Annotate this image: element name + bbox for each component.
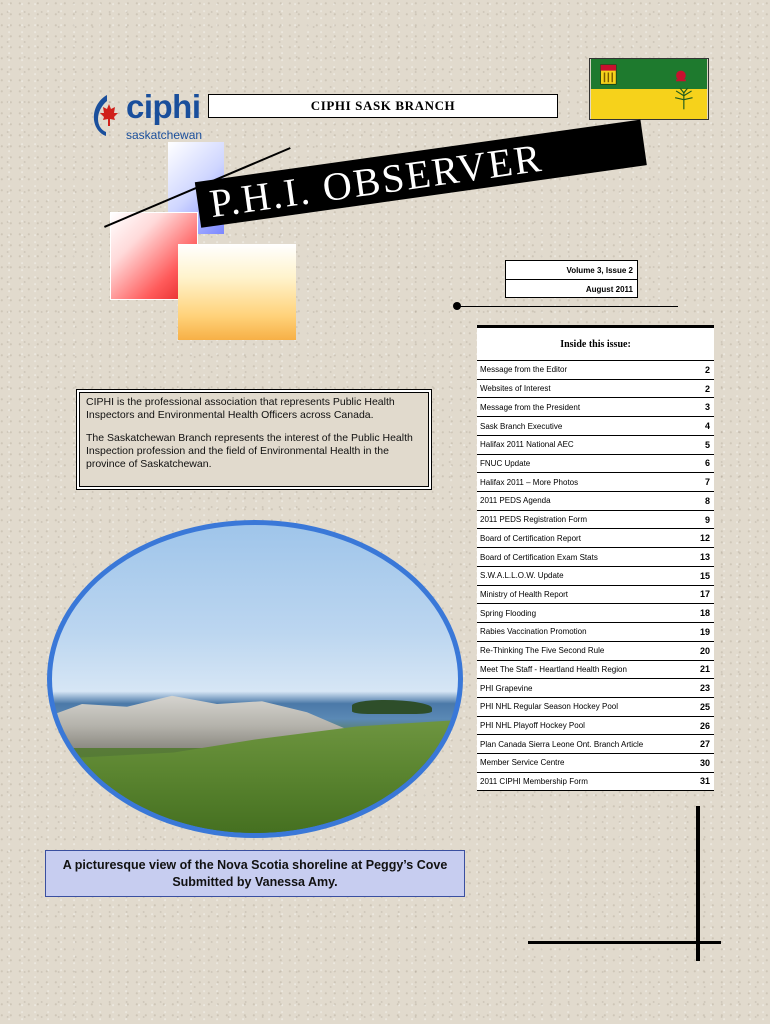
newsletter-title: P.H.I. OBSERVER xyxy=(206,134,546,226)
toc-row xyxy=(477,416,714,435)
toc-row xyxy=(477,585,714,604)
toc-row xyxy=(477,510,714,529)
toc-row xyxy=(477,772,714,791)
saskatchewan-flag xyxy=(589,58,709,120)
toc-item-page: 3 xyxy=(704,402,710,413)
shoreline-photo xyxy=(47,520,463,838)
toc-row xyxy=(477,603,714,622)
toc-item-page: 2 xyxy=(704,383,710,394)
about-paragraph: CIPHI is the professional association that represents Public Health Inspectors and Environmental Health Officers across Canada. xyxy=(86,396,395,421)
rule-line xyxy=(460,306,678,307)
toc-item-title: Board of Certification Exam Stats xyxy=(480,552,598,562)
toc-row xyxy=(477,435,714,454)
toc-row xyxy=(477,734,714,753)
toc-row xyxy=(477,566,714,585)
toc-item-page: 2 xyxy=(704,364,710,375)
toc-row xyxy=(477,491,714,510)
toc-item-title: 2011 PEDS Registration Form xyxy=(480,515,588,525)
toc-item-page: 27 xyxy=(699,739,710,750)
toc-item-title: Meet The Staff - Heartland Health Region xyxy=(480,664,627,674)
decor-yellow-square xyxy=(178,244,296,340)
logo-text: ciphi xyxy=(126,88,201,125)
toc-item-page: 17 xyxy=(699,589,710,600)
toc-row xyxy=(477,472,714,491)
toc-item-title: 2011 CIPHI Membership Form xyxy=(480,776,588,786)
toc-row xyxy=(477,697,714,716)
toc-item-title: Board of Certification Report xyxy=(480,533,581,543)
branch-header: CIPHI SASK BRANCH xyxy=(208,94,558,118)
photo-island xyxy=(352,700,432,714)
volume-label: Volume 3, Issue 2 xyxy=(566,265,633,275)
maple-leaf-icon xyxy=(90,92,124,138)
toc-heading: Inside this issue: xyxy=(477,325,714,360)
toc-item-title: Message from the Editor xyxy=(480,365,568,375)
toc-row xyxy=(477,547,714,566)
toc-item-title: Halifax 2011 National AEC xyxy=(480,440,574,450)
toc-item-title: Message from the President xyxy=(480,402,581,412)
decor-horizontal-bar xyxy=(528,941,721,944)
toc-row xyxy=(477,753,714,772)
toc-row xyxy=(477,678,714,697)
toc-item-page: 7 xyxy=(704,477,710,488)
toc-row xyxy=(477,716,714,735)
ciphi-logo xyxy=(90,88,203,144)
photo-caption xyxy=(45,850,465,897)
toc-item-page: 4 xyxy=(704,421,710,432)
title-banner xyxy=(195,120,647,228)
toc-row xyxy=(477,454,714,473)
table-of-contents xyxy=(477,325,714,791)
toc-item-title: S.W.A.L.L.O.W. Update xyxy=(480,571,564,581)
toc-item-title: Spring Flooding xyxy=(480,608,537,618)
toc-item-title: Ministry of Health Report xyxy=(480,589,569,599)
toc-item-page: 12 xyxy=(699,533,710,544)
toc-row xyxy=(477,641,714,660)
about-paragraph: The Saskatchewan Branch represents the interest of the Public Health Inspection profession and the field of Environmental Health in the province of Saskatchewan. xyxy=(86,432,413,470)
toc-row xyxy=(477,660,714,679)
toc-row xyxy=(477,397,714,416)
toc-item-page: 5 xyxy=(704,439,710,450)
logo-subtext: saskatchewan xyxy=(126,128,203,142)
toc-item-page: 23 xyxy=(699,683,710,694)
toc-item-page: 13 xyxy=(699,552,710,563)
toc-item-title: Re-Thinking The Five Second Rule xyxy=(480,646,605,656)
toc-item-page: 25 xyxy=(699,701,710,712)
toc-item-title: Plan Canada Sierra Leone Ont. Branch Article xyxy=(480,739,644,749)
toc-item-title: 2011 PEDS Agenda xyxy=(480,496,551,506)
toc-item-page: 20 xyxy=(699,645,710,656)
toc-item-page: 18 xyxy=(699,608,710,619)
toc-item-title: FNUC Update xyxy=(480,458,531,468)
issue-date: August 2011 xyxy=(506,279,637,298)
issue-box xyxy=(505,260,638,298)
toc-item-page: 19 xyxy=(699,626,710,637)
toc-item-page: 8 xyxy=(704,495,710,506)
toc-item-page: 30 xyxy=(699,757,710,768)
toc-item-page: 21 xyxy=(699,664,710,675)
toc-item-title: Websites of Interest xyxy=(480,384,551,394)
toc-item-page: 6 xyxy=(704,458,710,469)
toc-row xyxy=(477,528,714,547)
toc-row xyxy=(477,379,714,398)
caption-credit: Submitted by Vanessa Amy. xyxy=(172,875,338,889)
toc-item-page: 31 xyxy=(699,776,710,787)
caption-line: A picturesque view of the Nova Scotia shoreline at Peggy’s Cove xyxy=(62,858,448,872)
toc-item-page: 9 xyxy=(704,514,710,525)
about-box xyxy=(76,389,432,490)
toc-row xyxy=(477,622,714,641)
toc-item-title: Rabies Vaccination Promotion xyxy=(480,627,587,637)
toc-item-title: PHI Grapevine xyxy=(480,683,533,693)
toc-item-title: Sask Branch Executive xyxy=(480,421,563,431)
toc-row xyxy=(477,360,714,379)
toc-item-page: 15 xyxy=(699,570,710,581)
toc-item-title: Member Service Centre xyxy=(480,758,565,768)
toc-item-title: PHI NHL Playoff Hockey Pool xyxy=(480,721,585,731)
toc-item-page: 26 xyxy=(699,720,710,731)
toc-item-title: PHI NHL Regular Season Hockey Pool xyxy=(480,702,618,712)
decor-vertical-bar xyxy=(696,806,700,961)
toc-item-title: Halifax 2011 – More Photos xyxy=(480,477,579,487)
